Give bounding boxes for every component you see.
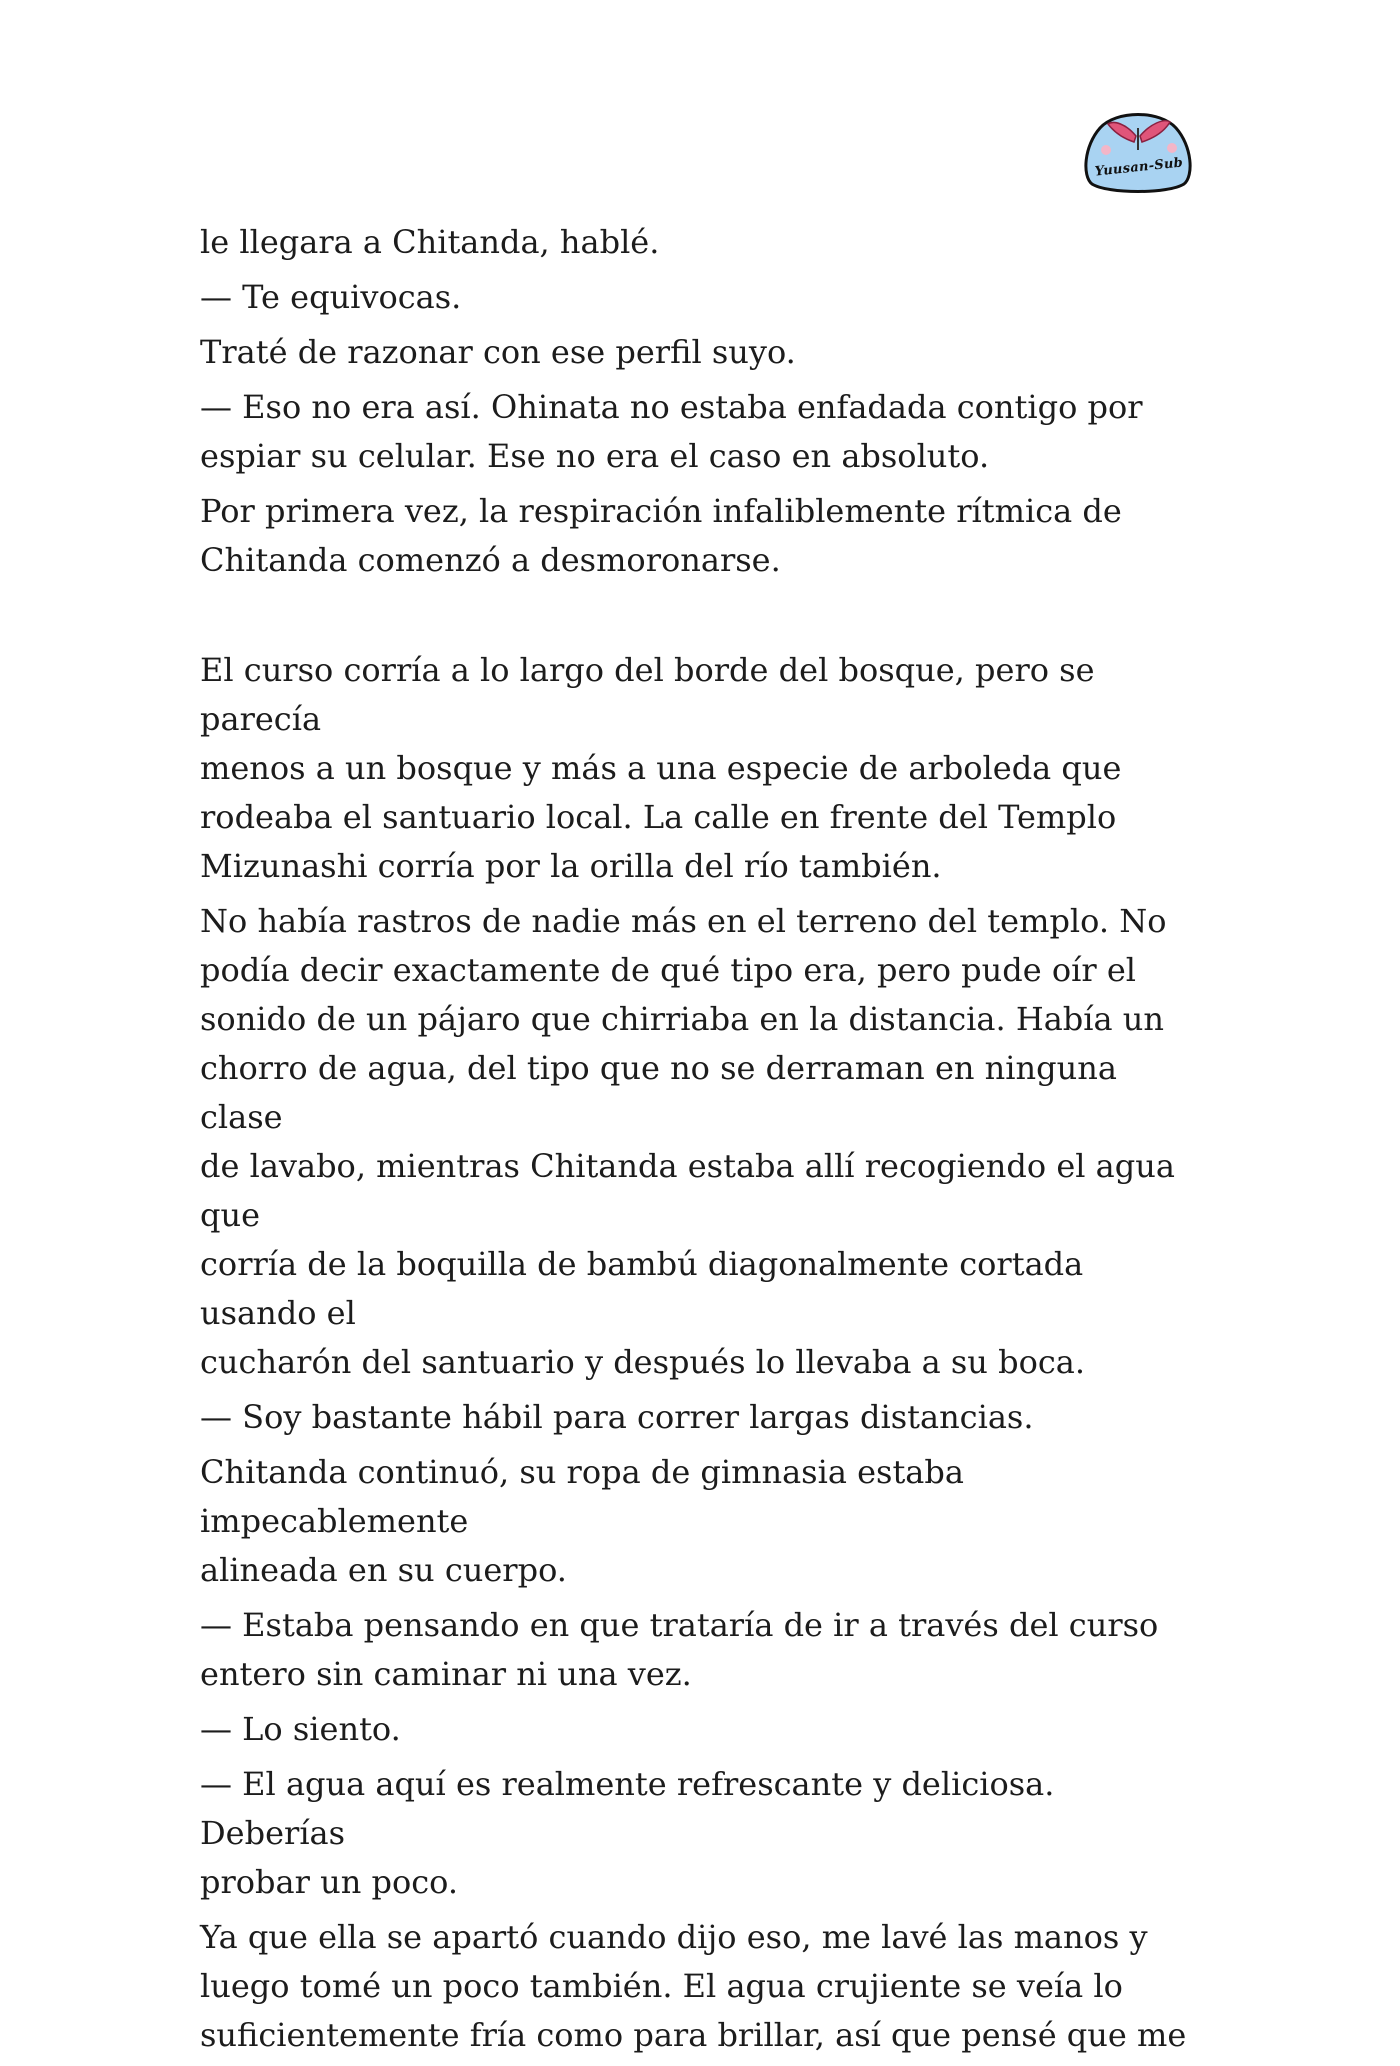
paragraph: Ya que ella se apartó cuando dijo eso, me lavé las manos y luego tomé un poco también. El agua crujiente se veía lo suficientemente fría como para brillar, así que pensé que me	[200, 1918, 1187, 2054]
logo-text: Yuusan-Sub	[1094, 155, 1184, 180]
paragraph: Chitanda continuó, su ropa de gimnasia estaba impecablemente alineada en su cuerpo.	[200, 1453, 964, 1589]
yuusan-sub-logo	[1078, 106, 1198, 198]
dialogue-line: — El agua aquí es realmente refrescante y deliciosa. Deberías probar un poco.	[200, 1765, 1055, 1901]
dialogue-line: — Eso no era así. Ohinata no estaba enfadada contigo por espiar su celular. Ese no era el caso en absoluto.	[200, 388, 1143, 475]
text-body	[200, 218, 1200, 2066]
paragraph: El curso corría a lo largo del borde del bosque, pero se parecía menos a un bosque y más a una especie de arboleda que rodeaba el santuario local. La calle en frente del Templo Mizunashi corría por la orilla del río también.	[200, 651, 1122, 885]
section-break	[200, 591, 1200, 646]
paragraph: Por primera vez, la respiración infaliblemente rítmica de Chitanda comenzó a desmoronarse.	[200, 492, 1122, 579]
paragraph: le llegara a Chitanda, hablé.	[200, 223, 660, 261]
logo-badge-shape	[1078, 106, 1198, 198]
paragraph: Traté de razonar con ese perfil suyo.	[200, 333, 796, 371]
dialogue-line: — Estaba pensando en que trataría de ir a través del curso entero sin caminar ni una vez.	[200, 1606, 1159, 1693]
paragraph: No había rastros de nadie más en el terreno del templo. No podía decir exactamente de qué tipo era, pero pude oír el sonido de un pájaro que chirriaba en la distancia. Había un chorro de agua, del tipo que no se derraman en ninguna clase de lavabo, mientras Chitanda estaba allí recogiendo el agua que corría de la boquilla de bambú diagonalmente cortada usando el cucharón del santuario y después lo llevaba a su boca.	[200, 902, 1175, 1381]
dialogue-line: — Lo siento.	[200, 1710, 401, 1748]
dialogue-line: — Te equivocas.	[200, 278, 462, 316]
dialogue-line: — Soy bastante hábil para correr largas distancias.	[200, 1398, 1034, 1436]
